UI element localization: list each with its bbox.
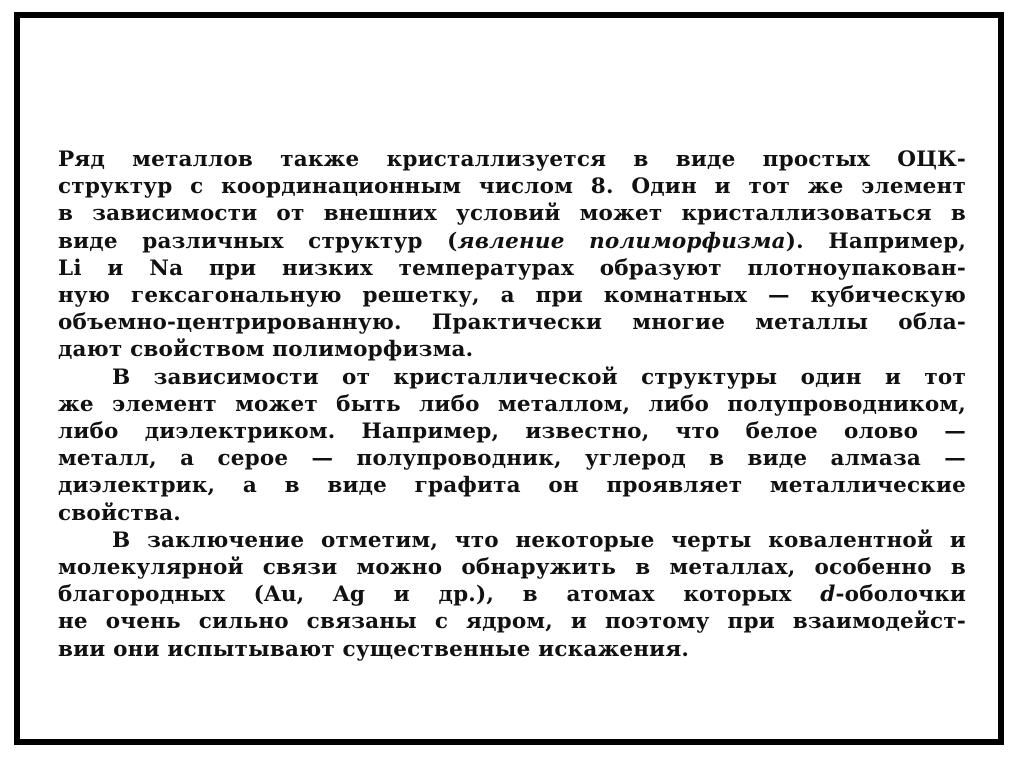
text-line: металл, а серое — полупроводник, углерод в виде алмаза — <box>58 446 966 472</box>
text-line: дают свойством полиморфизма. <box>58 337 474 363</box>
text-line: же элемент может быть либо металлом, либо полупроводником, <box>58 391 966 417</box>
text-line <box>58 228 966 255</box>
paragraph-2 <box>58 364 966 527</box>
paragraph-1 <box>58 146 966 364</box>
italic-symbol: d <box>820 582 836 608</box>
text-line <box>58 581 966 608</box>
text-line: свойства. <box>58 500 181 526</box>
text-line: В заключение отметим, что некоторые черты ковалентной и <box>112 527 966 553</box>
text-line: не очень сильно связаны с ядром, и поэтому при взаимодейст- <box>58 609 966 635</box>
text-line: либо диэлектриком. Например, известно, что белое олово — <box>58 419 966 445</box>
text-line: ную гексагональную решетку, а при комнатных — кубическую <box>58 283 966 309</box>
text-line: Li и Na при низких температурах образуют плотноупакован- <box>58 255 966 281</box>
text-line: объемно-центрированную. Практически многие металлы обла- <box>58 310 966 336</box>
text-segment: виде различных структур ( <box>58 228 458 254</box>
text-segment: ). Например, <box>785 228 966 254</box>
text-segment: благородных (Au, Ag и др.), в атомах которых <box>58 582 821 608</box>
text-line: вии они испытывают существенные искажения. <box>58 636 690 662</box>
text-line: в зависимости от внешних условий может кристаллизоваться в <box>58 201 966 227</box>
paragraph-3 <box>58 527 966 663</box>
text-line: Ряд металлов также кристаллизуется в виде простых ОЦК- <box>58 147 966 172</box>
text-line: молекулярной связи можно обнаружить в металлах, особенно в <box>58 555 966 581</box>
text-line: В зависимости от кристаллической структуры один и тот <box>112 364 966 390</box>
italic-term: явление полиморфизма <box>457 228 786 254</box>
scanned-text-block <box>58 146 966 663</box>
text-segment: -оболочки <box>835 582 966 608</box>
text-line: диэлектрик, а в виде графита он проявляет металлические <box>58 473 966 499</box>
text-line: структур с координационным числом 8. Один и тот же элемент <box>58 174 966 200</box>
